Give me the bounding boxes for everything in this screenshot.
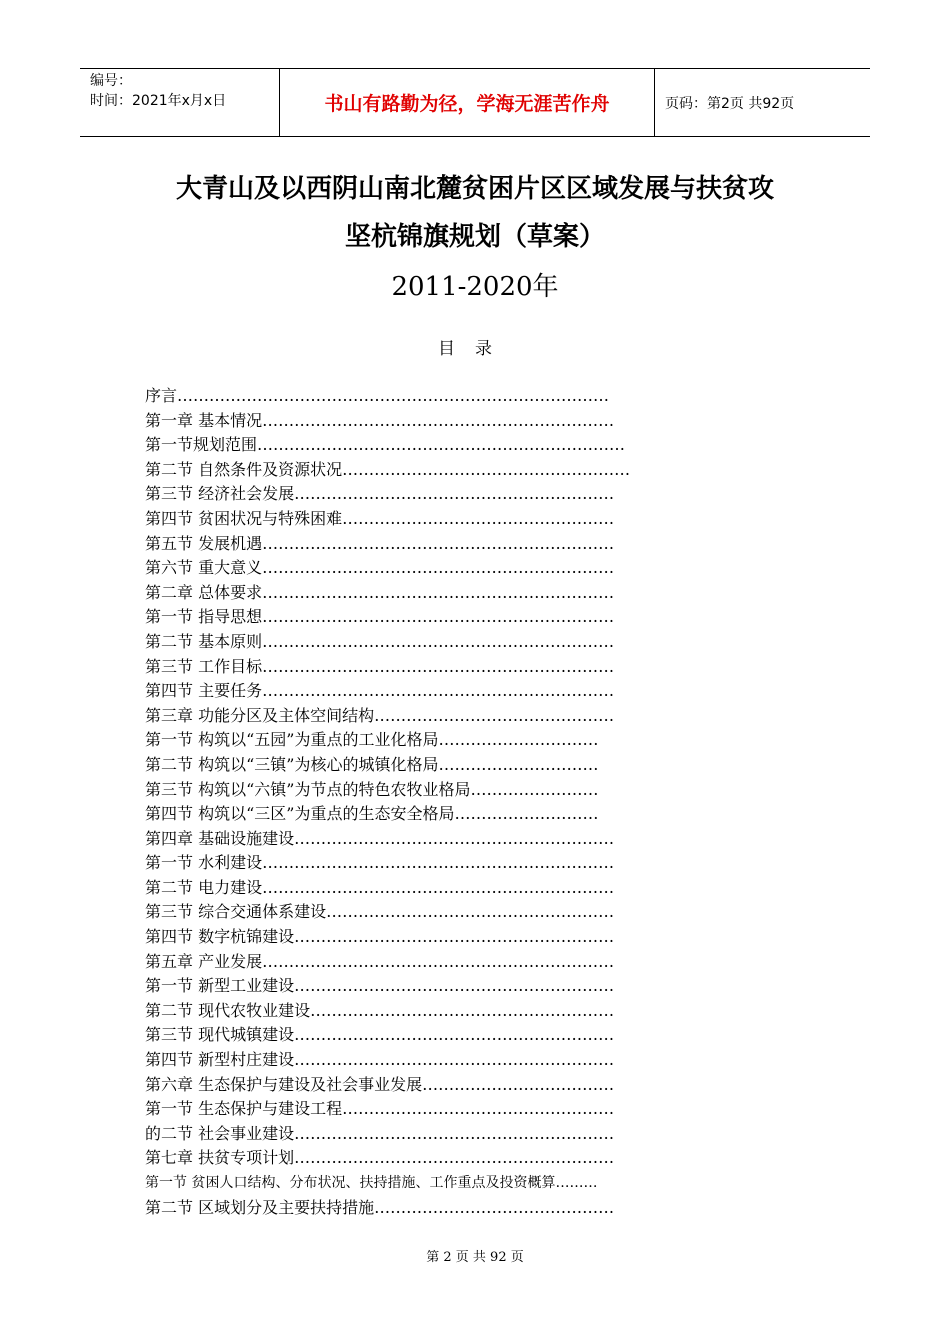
toc-entry: 第二节 电力建设………………………………………………………… [145, 877, 615, 897]
number-label: 编号： [90, 73, 132, 89]
toc-entry: 第一章 基本情况………………………………………………………… [145, 410, 615, 430]
toc-entry: 第一节 贫困人口结构、分布状况、扶持措施、工作重点及投资概算……… [145, 1175, 598, 1191]
toc-entry: 第二节 构筑以“三镇”为核心的城镇化格局………………………… [145, 754, 599, 774]
toc-entry: 第六章 生态保护与建设及社会事业发展……………………………… [145, 1074, 615, 1094]
toc-entry: 第二节 基本原则………………………………………………………… [145, 631, 615, 651]
toc-entry: 第四节 新型村庄建设…………………………………………………… [145, 1050, 615, 1070]
page-header [80, 68, 870, 137]
header-page-info: 页码：第2页 共92页 [665, 95, 795, 112]
toc-entry: 第三节 构筑以“六镇”为节点的特色农牧业格局…………………… [145, 779, 599, 799]
document-title-line2: 坚杭锦旗规划（草案） [344, 222, 605, 252]
toc-entry: 第二节 区域划分及主要扶持措施……………………………………… [145, 1197, 615, 1217]
toc-entry: 第二节 自然条件及资源状况……………………………………………… [145, 459, 631, 479]
toc-entry: 第三章 功能分区及主体空间结构……………………………………… [145, 705, 615, 725]
toc-entry: 第四章 基础设施建设…………………………………………………… [145, 828, 615, 848]
toc-entry: 第一节 指导思想………………………………………………………… [145, 607, 615, 627]
toc-entry: 第一节 生态保护与建设工程…………………………………………… [145, 1099, 615, 1119]
toc-heading: 目录 [438, 339, 512, 359]
toc-entry: 第三节 工作目标………………………………………………………… [145, 656, 615, 676]
document-title-line1: 大青山及以西阴山南北麓贫困片区区域发展与扶贫攻 [175, 174, 774, 204]
toc-entry: 第五节 发展机遇………………………………………………………… [145, 533, 615, 553]
toc-entry: 第四节 构筑以“三区”为重点的生态安全格局……………………… [145, 804, 599, 824]
header-meta [80, 69, 280, 136]
toc-entry: 第一节 构筑以“五园”为重点的工业化格局………………………… [145, 730, 599, 750]
toc-entry: 第一节 水利建设………………………………………………………… [145, 853, 615, 873]
toc-entry: 第三节 现代城镇建设…………………………………………………… [145, 1025, 615, 1045]
time-label: 时间：2021年x月x日 [90, 93, 227, 109]
toc-entry: 第一节 新型工业建设…………………………………………………… [145, 976, 615, 996]
toc-entry: 第四节 数字杭锦建设…………………………………………………… [145, 927, 615, 947]
toc-entry: 的二节 社会事业建设…………………………………………………… [145, 1123, 615, 1143]
toc-entry: 第二节 现代农牧业建设………………………………………………… [145, 1000, 615, 1020]
header-motto: 书山有路勤为径，学海无涯苦作舟 [280, 69, 655, 136]
toc-entry: 第七章 扶贫专项计划…………………………………………………… [145, 1148, 615, 1168]
table-of-contents [145, 384, 705, 1220]
document-years: 2011-2020年 [391, 272, 559, 302]
toc-entry: 第一节规划范围…………………………………………………………… [145, 435, 626, 455]
toc-entry: 第二章 总体要求………………………………………………………… [145, 582, 615, 602]
toc-entry: 第三节 综合交通体系建设……………………………………………… [145, 902, 615, 922]
toc-entry: 第五章 产业发展………………………………………………………… [145, 951, 615, 971]
toc-entry: 第四节 贫困状况与特殊困难…………………………………………… [145, 508, 615, 528]
toc-entry: 第六节 重大意义………………………………………………………… [145, 558, 615, 578]
toc-entry: 第四节 主要任务………………………………………………………… [145, 681, 615, 701]
page-footer: 第 2 页 共 92 页 [426, 1250, 524, 1265]
toc-entry: 第三节 经济社会发展…………………………………………………… [145, 484, 615, 504]
toc-entry: 序言……………………………………………………………………… [145, 386, 610, 405]
